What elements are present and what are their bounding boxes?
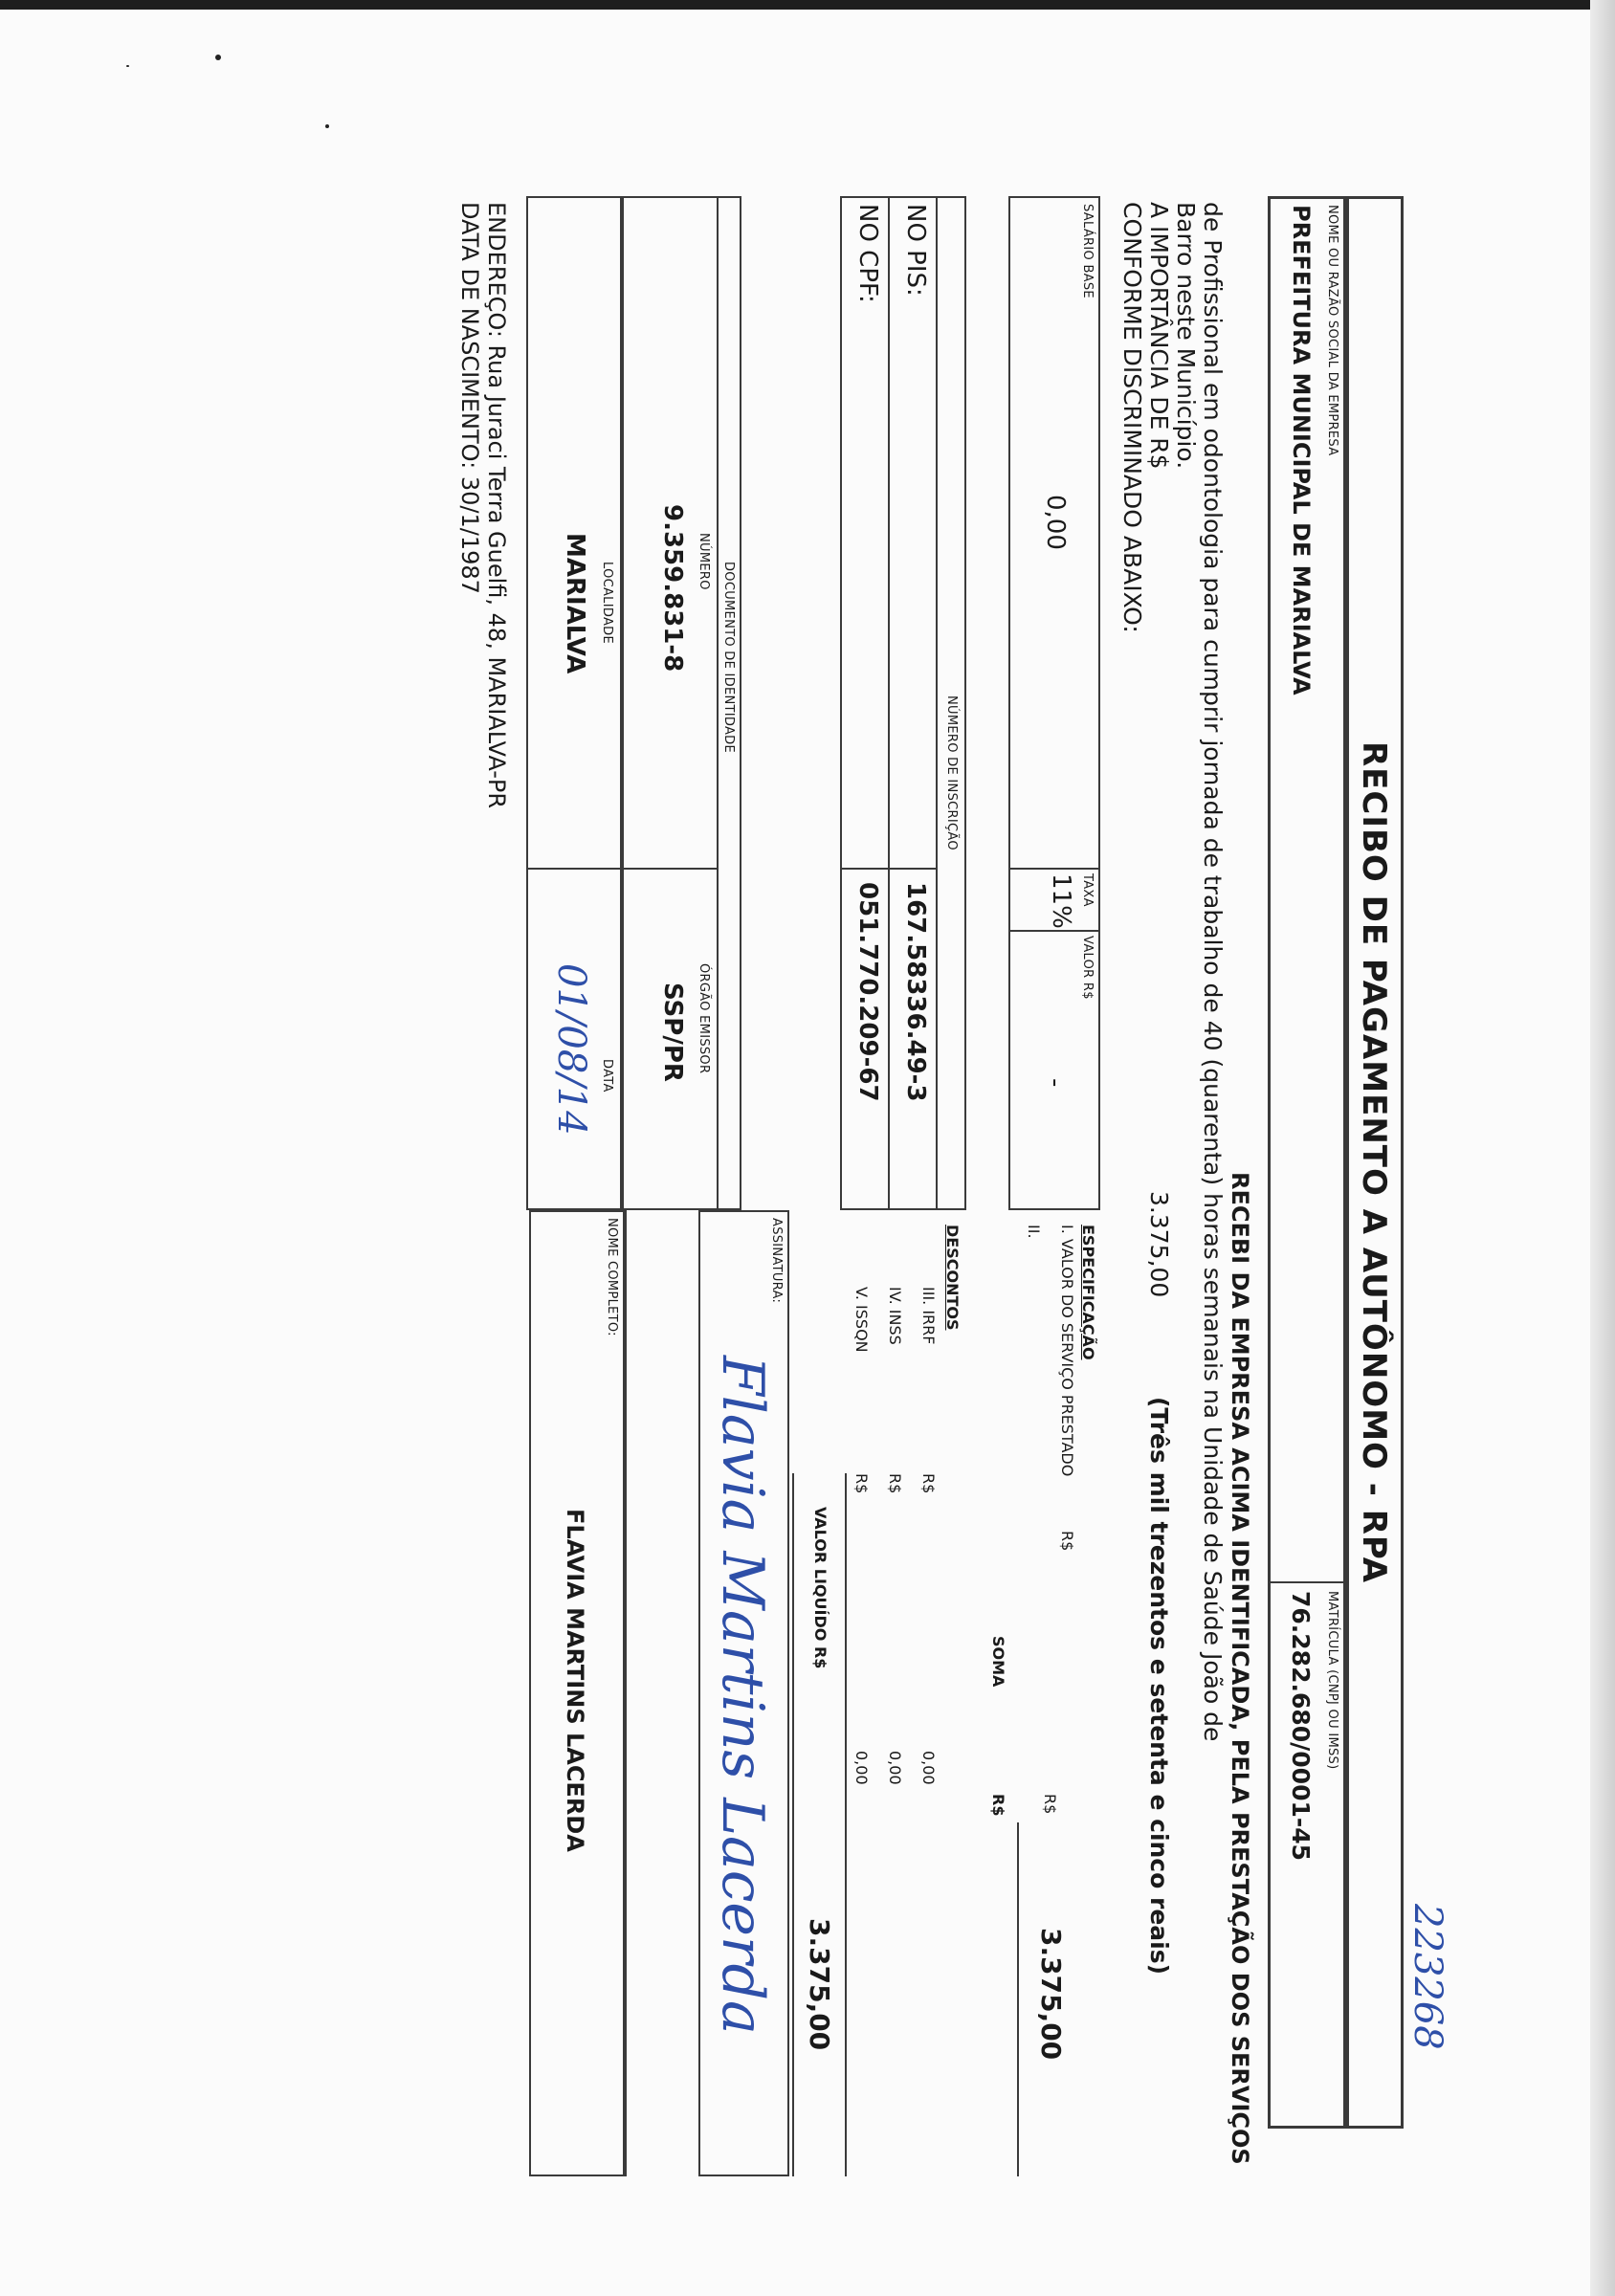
irrf-currency: R$ xyxy=(919,1473,938,1494)
full-name-box xyxy=(529,1210,625,2176)
registration-box xyxy=(840,196,966,1210)
registration-label: NÚMERO DE INSCRIÇÃO xyxy=(944,695,959,850)
discounts-line xyxy=(845,1473,847,2176)
company-divider xyxy=(1269,1581,1343,1583)
soma-currency: R$ xyxy=(989,1794,1007,1817)
date-label: DATA xyxy=(600,1059,614,1093)
receipt-form xyxy=(215,196,1469,2253)
address-text: ENDEREÇO: Rua Juraci Terra Guelfi, 48, MARIALVA-PR xyxy=(483,202,510,809)
salary-base-value: 0,00 xyxy=(1041,495,1070,550)
identity-column-divider xyxy=(623,868,719,870)
item-ii-label: II. xyxy=(1025,1225,1043,1239)
statement-heading: RECEBI DA EMPRESA ACIMA IDENTIFICADA, PELA PRESTAÇÃO DOS SERVIÇOS xyxy=(1227,1172,1253,2165)
handwritten-reference-number: 223268 xyxy=(1405,1904,1449,2050)
value-value: - xyxy=(1041,1078,1070,1088)
service-total-currency: R$ xyxy=(1041,1794,1059,1815)
statement-line-2: Barro neste Município. xyxy=(1172,202,1200,470)
scan-speck xyxy=(126,65,129,67)
company-registration-label: MATRÍCULA (CNPJ OU IMSS) xyxy=(1325,1591,1339,1770)
identity-label: DOCUMENTO DE IDENTIDADE xyxy=(721,562,736,754)
company-box xyxy=(1268,196,1346,2129)
title-box xyxy=(1346,196,1404,2129)
soma-label: SOMA xyxy=(989,1636,1007,1688)
amount-label: A IMPORTÂNCIA DE R$ xyxy=(1145,202,1173,470)
locality-date-divider xyxy=(528,868,620,870)
irrf-label: III. IRRF xyxy=(919,1287,938,1345)
issqn-value: 0,00 xyxy=(852,1751,871,1785)
registration-values-divider xyxy=(842,868,938,870)
scan-right-edge xyxy=(1590,0,1615,2296)
irrf-value: 0,00 xyxy=(919,1751,938,1785)
issqn-currency: R$ xyxy=(852,1473,871,1494)
specification-heading: ESPECIFICAÇÃO xyxy=(1079,1225,1097,1360)
company-registration: 76.282.680/0001-45 xyxy=(1287,1591,1315,1862)
salary-box xyxy=(1008,196,1100,1210)
scan-speck xyxy=(325,124,329,128)
full-name-value: FLAVIA MARTINS LACERDA xyxy=(562,1509,588,1852)
locality-label: LOCALIDADE xyxy=(600,562,614,644)
handwritten-signature: Flavia Martins Lacerda xyxy=(709,1356,776,2035)
page-title: RECIBO DE PAGAMENTO A AUTÔNOMO - RPA xyxy=(1355,740,1393,1584)
issuer-label: ÓRGÃO EMISSOR xyxy=(697,963,711,1074)
pis-cpf-divider xyxy=(888,198,890,1208)
locality-value: MARIALVA xyxy=(561,533,589,674)
identity-box xyxy=(622,196,741,1210)
scan-speck xyxy=(215,55,221,60)
salary-base-label: SALÁRIO BASE xyxy=(1080,204,1095,298)
rate-value: 11% xyxy=(1047,873,1075,929)
pis-value: 167.58336.49-3 xyxy=(901,882,930,1102)
soma-line xyxy=(1017,1822,1019,2176)
locality-date-box xyxy=(526,196,622,1210)
inss-currency: R$ xyxy=(886,1473,904,1494)
rate-label: TAXA xyxy=(1080,873,1095,907)
signature-box xyxy=(698,1210,789,2176)
signature-label: ASSINATURA: xyxy=(769,1218,784,1304)
pis-label: NO PIS: xyxy=(901,204,930,297)
statement-line-1: de Profissional em odontologia para cumprir jornada de trabalho de 40 (quarenta) horas semanais na Unidade de Saúde João de xyxy=(1199,202,1227,1742)
amount-value: 3.375,00 xyxy=(1145,1191,1173,1298)
salary-divider-2 xyxy=(1010,930,1098,932)
amount-in-words: (Três mil trezentos e setenta e cinco reais) xyxy=(1145,1397,1173,1976)
cpf-value: 051.770.209-67 xyxy=(853,882,882,1102)
scan-top-edge xyxy=(0,0,1615,10)
identity-number: 9.359.831-8 xyxy=(658,504,687,673)
identity-divider xyxy=(717,198,719,1208)
inss-label: IV. INSS xyxy=(886,1287,904,1345)
discounts-heading: DESCONTOS xyxy=(943,1225,962,1331)
service-value: 3.375,00 xyxy=(1035,1928,1067,2061)
issqn-label: V. ISSQN xyxy=(852,1287,871,1353)
signature-full-name-divider xyxy=(625,1210,627,2176)
company-name-label: NOME OU RAZÃO SOCIAL DA EMPRESA xyxy=(1325,205,1339,456)
net-value-line xyxy=(792,1473,794,2176)
conforme-text: CONFORME DISCRIMINADO ABAIXO: xyxy=(1118,202,1146,633)
issuer-value: SSP/PR xyxy=(658,982,687,1082)
registration-divider xyxy=(936,198,938,1208)
cpf-label: NO CPF: xyxy=(853,204,882,303)
net-value-label: VALOR LIQUÍDO R$ xyxy=(811,1507,830,1669)
company-name: PREFEITURA MUNICIPAL DE MARIALVA xyxy=(1288,205,1315,695)
identity-number-label: NÚMERO xyxy=(697,533,711,590)
service-currency: R$ xyxy=(1058,1531,1076,1552)
full-name-label: NOME COMPLETO: xyxy=(605,1218,619,1336)
value-label: VALOR R$ xyxy=(1080,936,1095,1000)
inss-value: 0,00 xyxy=(886,1751,904,1785)
service-value-label: I. VALOR DO SERVIÇO PRESTADO xyxy=(1058,1225,1076,1477)
salary-divider-1 xyxy=(1010,868,1098,870)
birth-date-text: DATA DE NASCIMENTO: 30/1/1987 xyxy=(456,202,483,594)
net-value: 3.375,00 xyxy=(804,1918,835,2051)
handwritten-date: 01/08/14 xyxy=(549,963,593,1136)
